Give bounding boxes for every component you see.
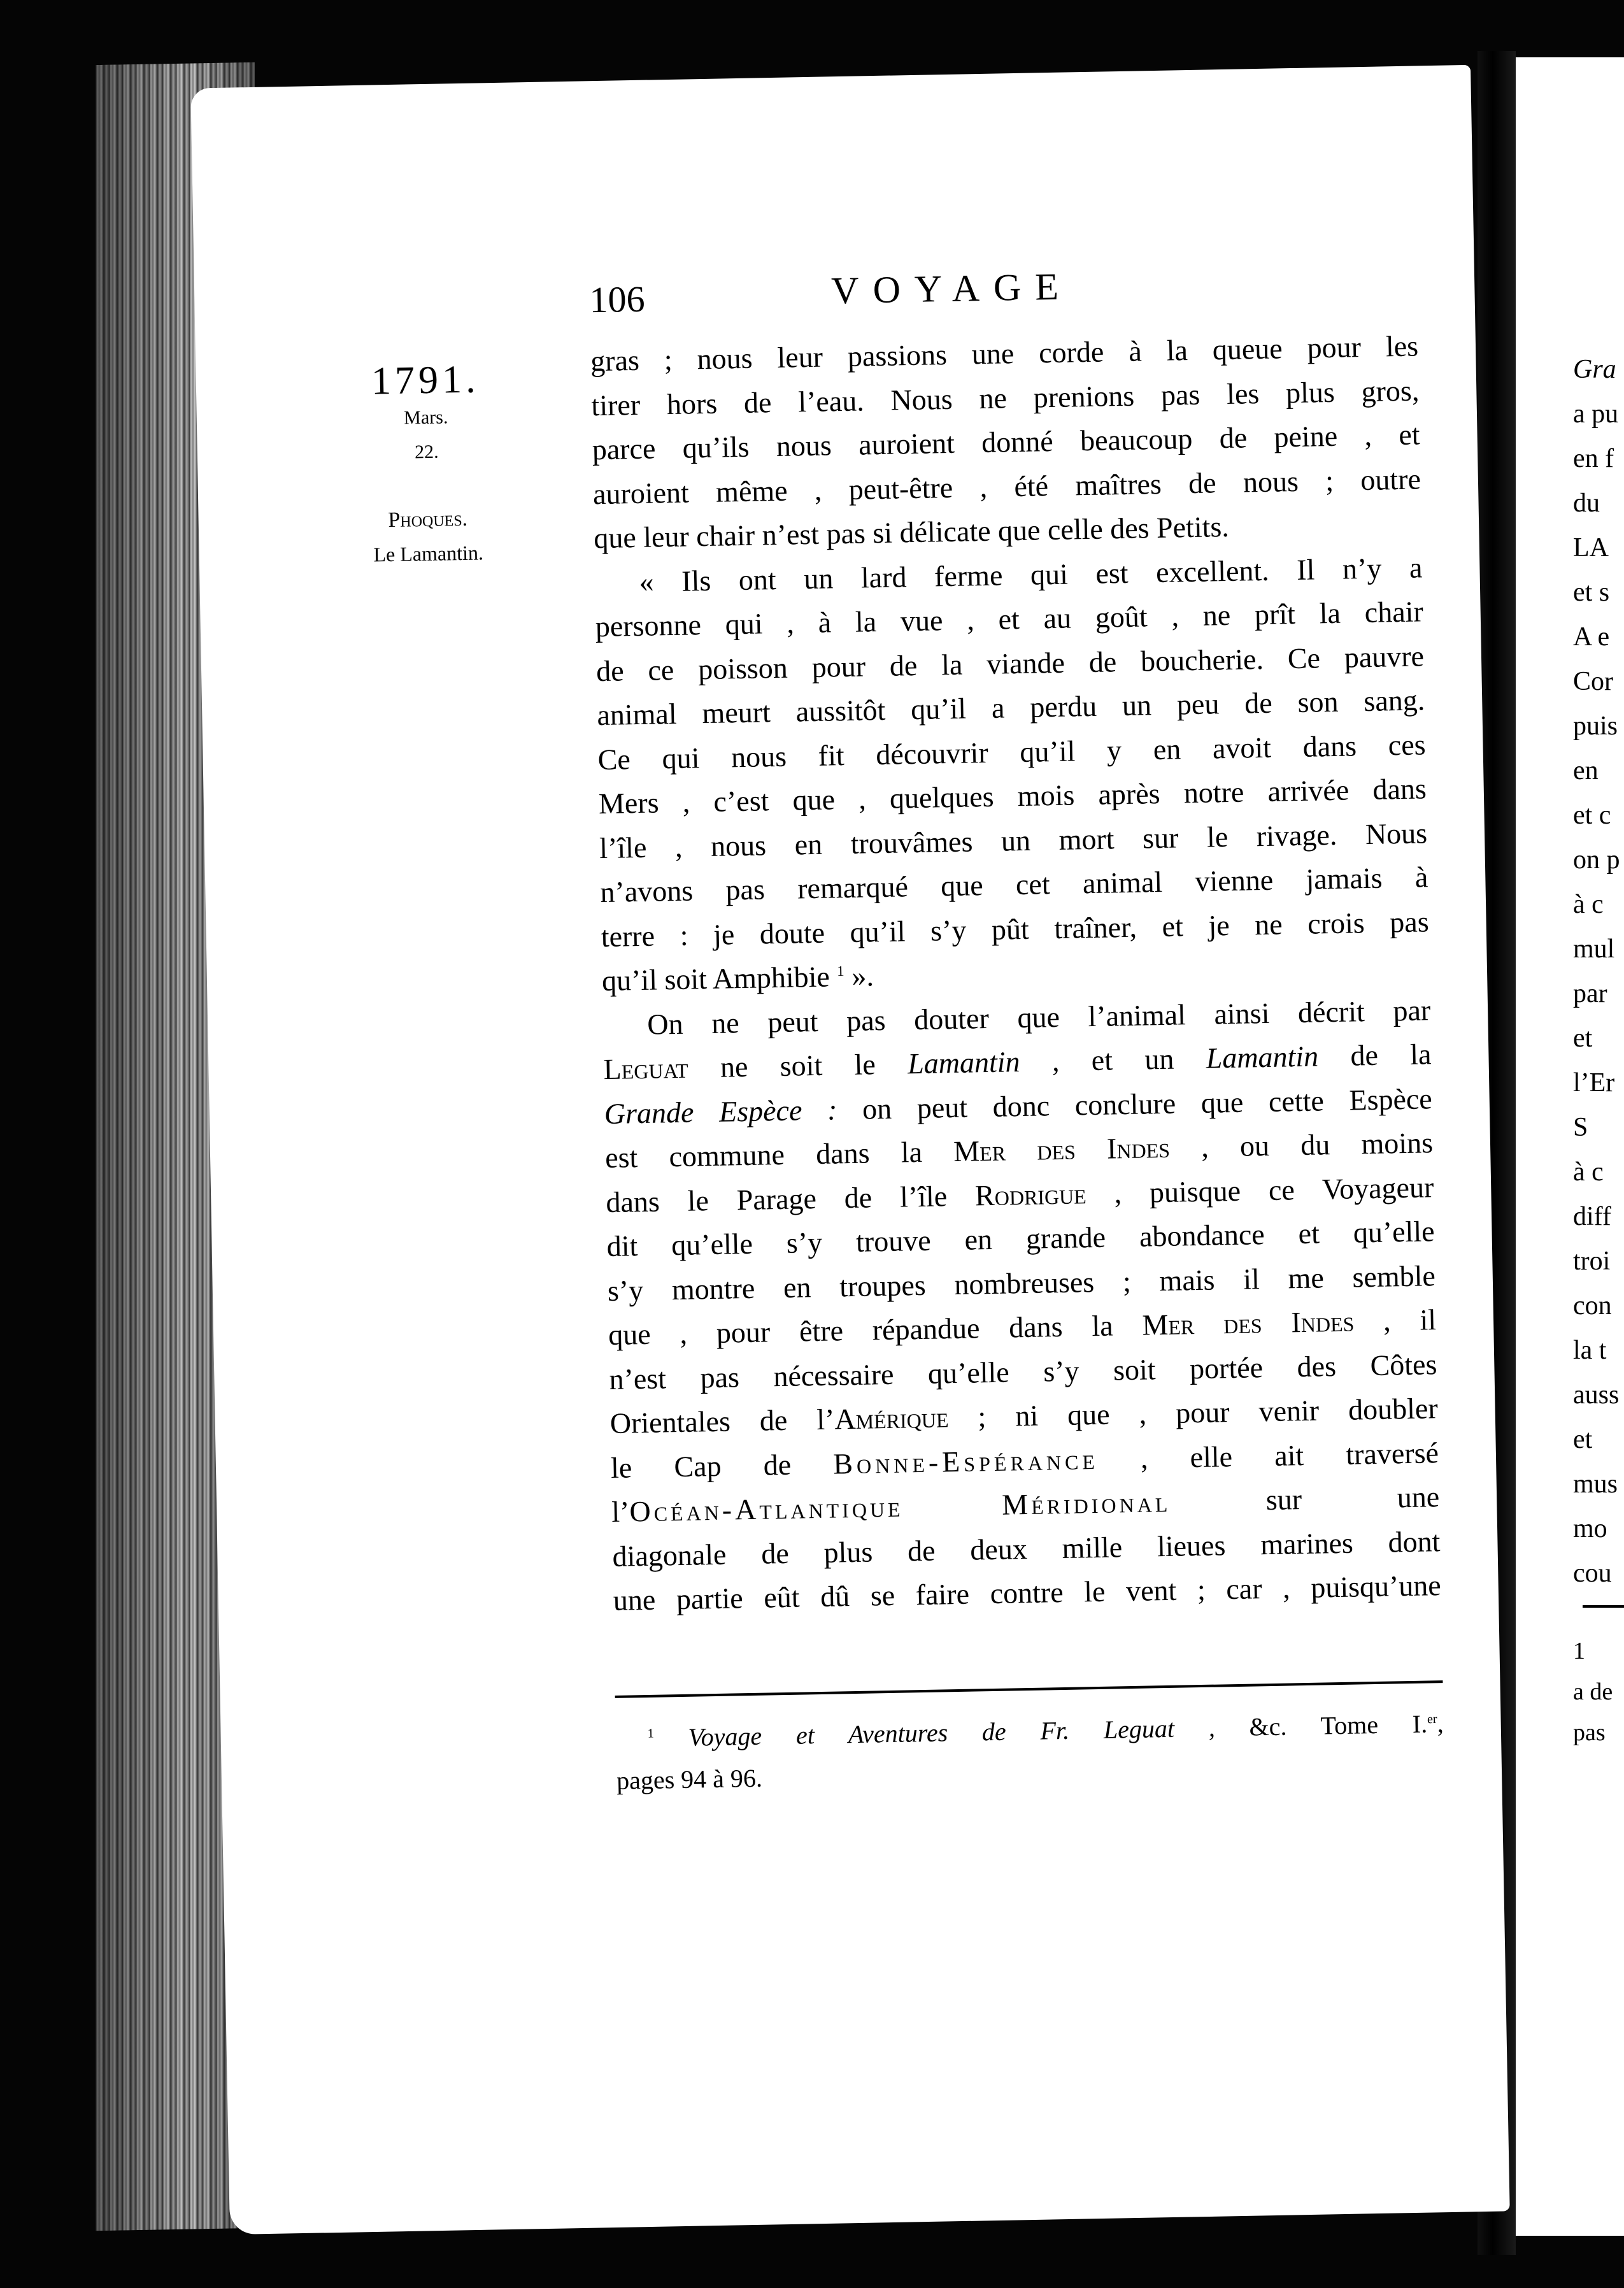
facing-fragment: la t	[1573, 1336, 1607, 1365]
margin-subject-lamantin: Le Lamantin.	[373, 541, 484, 566]
place-name: Bonne-Espérance	[832, 1442, 1099, 1480]
footnote-sup: er	[1427, 1712, 1437, 1727]
text-italic: Grande Espèce :	[604, 1092, 837, 1130]
name-leguat: Leguat	[603, 1051, 689, 1086]
facing-fragment: auss	[1573, 1380, 1620, 1410]
text-run: dans le Parage de l’île	[605, 1179, 948, 1219]
facing-fragment: et	[1573, 1024, 1593, 1053]
footnote-title: Voyage et Aventures de Fr. Leguat ,	[688, 1713, 1216, 1752]
facing-fragment: puis	[1573, 711, 1618, 741]
body-line: « Ils ont un lard ferme qui est excellent. Il n’y a	[639, 550, 1423, 598]
margin-subject-phoques: Phoques.	[388, 506, 468, 533]
text-run: on peut donc conclure que cette Espèce	[862, 1082, 1433, 1126]
text-run: est commune dans la	[604, 1135, 923, 1175]
body-line: n’est pas nécessaire qu’elle s’y soit portée des Côtes	[609, 1347, 1437, 1396]
text-run: , ou du moins	[1200, 1126, 1434, 1163]
facing-fragment: diff	[1573, 1202, 1611, 1231]
text-run: de la	[1350, 1038, 1432, 1072]
footnote-marker: 1	[836, 962, 844, 980]
facing-fragment: cou	[1573, 1559, 1612, 1588]
facing-fragment: mus	[1573, 1469, 1618, 1499]
text-run: l’	[611, 1495, 630, 1528]
facing-footnote-fragment: 1	[1573, 1638, 1585, 1664]
text-run: ; ni que , pour venir doubler	[978, 1392, 1439, 1433]
facing-fragment: A e	[1573, 622, 1610, 652]
running-head	[589, 263, 1418, 336]
facing-fragment: et s	[1573, 578, 1610, 607]
page-content	[190, 65, 1509, 2234]
facing-fragment: mul	[1573, 934, 1615, 964]
margin-day: 22.	[414, 441, 439, 463]
body-text	[590, 324, 1442, 1622]
facing-fragment: Cor	[1573, 667, 1613, 696]
left-page	[190, 65, 1509, 2234]
facing-page-text	[1573, 347, 1624, 1596]
place-name: Amérique	[834, 1401, 949, 1436]
quote-end-text: qu’il soit Amphibie	[601, 960, 830, 997]
margin-notes	[329, 356, 524, 567]
text-italic: Lamantin	[1206, 1040, 1319, 1075]
facing-fragment: en	[1573, 756, 1599, 785]
quote-close: ».	[851, 959, 874, 992]
body-line: Mers , c’est que , quelques mois après notre arrivée dans	[598, 772, 1427, 820]
facing-fragment: LA	[1573, 533, 1609, 562]
body-line: auroient même , peut-être , été maîtres de nous ; outre	[592, 462, 1421, 510]
body-line: tirer hors de l’eau. Nous ne prenions pas les plus gros,	[591, 373, 1420, 422]
place-name: Mer des Indes	[953, 1131, 1171, 1168]
page-number: 106	[588, 278, 646, 321]
facing-fragment: du	[1573, 489, 1600, 518]
body-line: Ce qui nous fit découvrir qu’il y en avoit dans ces	[597, 727, 1426, 776]
body-line: dit qu’elle s’y trouve en grande abondance et qu’elle	[606, 1215, 1435, 1263]
footnote-rule	[615, 1680, 1443, 1698]
place-name: Mer des Indes	[1141, 1305, 1355, 1341]
margin-month: Mars.	[403, 406, 448, 429]
facing-fragment: mo	[1573, 1514, 1607, 1543]
footnote-comma: ,	[1437, 1709, 1444, 1738]
place-name: Rodrigue	[974, 1176, 1087, 1212]
place-name: Océan-Atlantique Méridional	[629, 1485, 1171, 1528]
facing-footnote-fragment: a de	[1573, 1678, 1613, 1705]
body-line: une partie eût dû se faire contre le vent ; car , puisqu’une	[613, 1569, 1442, 1617]
footnotes	[615, 1703, 1444, 1802]
facing-fragment: Gra	[1573, 355, 1616, 384]
body-line: s’y montre en troupes nombreuses ; mais il me semble	[607, 1259, 1436, 1307]
footnote-number: 1	[647, 1726, 654, 1741]
body-line: n’avons pas remarqué que cet animal vienne jamais à	[600, 861, 1428, 909]
text-run: ne soit le	[720, 1048, 876, 1083]
body-line: personne qui , à la vue , et au goût , ne prît la chair	[595, 595, 1424, 643]
facing-footnote	[1573, 1631, 1624, 1753]
text-run: et un	[1091, 1042, 1174, 1077]
facing-fragment: on p	[1573, 845, 1620, 875]
facing-fragment: S	[1573, 1113, 1588, 1142]
facing-footnote-rule	[1583, 1605, 1624, 1608]
body-line: parce qu’ils nous auroient donné beaucoup de peine , et	[592, 418, 1421, 466]
facing-fragment: a pu	[1573, 399, 1619, 429]
text-run: , puisque ce Voyageur	[1114, 1170, 1434, 1209]
facing-fragment: et	[1573, 1425, 1593, 1454]
facing-fragment: troi	[1573, 1247, 1611, 1276]
body-line: animal meurt aussitôt qu’il a perdu un peu de son sang.	[596, 683, 1425, 732]
facing-fragment: par	[1573, 979, 1607, 1008]
facing-fragment: con	[1573, 1291, 1612, 1320]
margin-year: 1791.	[371, 357, 480, 403]
text-run: , il	[1383, 1303, 1437, 1337]
text-italic: Lamantin ,	[907, 1044, 1060, 1080]
text-run: que , pour être répandue dans la	[608, 1309, 1114, 1352]
body-line: gras ; nous leur passions une corde à la queue pour les	[590, 329, 1419, 378]
text-run: sur une	[1265, 1480, 1440, 1517]
text-run: le Cap de	[610, 1448, 792, 1484]
facing-fragment: l’Er	[1573, 1068, 1615, 1098]
facing-fragment: et c	[1573, 801, 1611, 830]
body-line: l’île , nous en trouvâmes un mort sur le rivage. Nous	[599, 816, 1428, 864]
text-run: Orientales de l’	[609, 1403, 835, 1440]
body-line: terre : je doute qu’il s’y pût traîner, et je ne crois pas	[601, 904, 1430, 953]
body-line: que leur chair n’est pas si délicate que celle des Petits.	[593, 510, 1230, 555]
body-line: On ne peut pas douter que l’animal ainsi décrit par	[646, 993, 1431, 1041]
facing-footnote-fragment: pas	[1573, 1719, 1606, 1746]
text-run: , elle ait traversé	[1140, 1436, 1439, 1475]
body-line: diagonale de plus de deux mille lieues marines dont	[612, 1524, 1441, 1573]
facing-fragment: à c	[1573, 1157, 1604, 1187]
body-line: de ce poisson pour de la viande de boucherie. Ce pauvre	[595, 639, 1425, 687]
running-title: VOYAGE	[830, 265, 1073, 312]
footnote-ref: &c. Tome I.	[1249, 1709, 1428, 1741]
footnote-line-2: pages 94 à 96.	[616, 1763, 763, 1795]
facing-fragment: à c	[1573, 890, 1604, 919]
facing-fragment: en f	[1573, 444, 1614, 473]
